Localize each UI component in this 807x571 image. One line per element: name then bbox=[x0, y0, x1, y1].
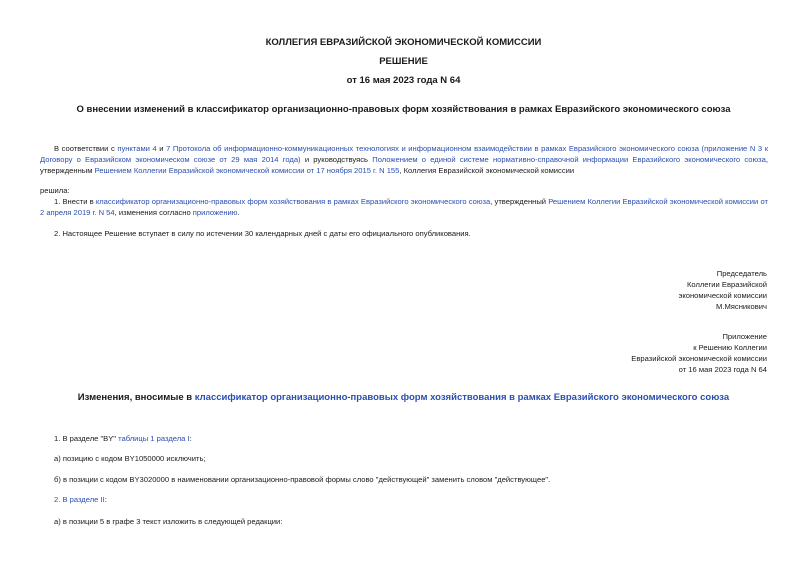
signature-block bbox=[678, 268, 767, 312]
changes-title-text: Изменения, вносимые в bbox=[77, 392, 195, 403]
change-1a: а) позицию с кодом BY1050000 исключить; bbox=[54, 454, 206, 463]
preamble-paragraph bbox=[40, 143, 768, 176]
link-decision-155[interactable]: Решением Коллегии Евразийской экономической комиссии от 17 ноября 2015 г. N 155 bbox=[94, 166, 400, 175]
decided-label: решила: bbox=[40, 186, 70, 195]
item-1-text: . bbox=[237, 208, 240, 217]
change-2a: а) в позиции 5 в графе 3 текст изложить в следующей редакции: bbox=[54, 517, 283, 526]
appendix-block bbox=[631, 331, 767, 375]
change-1-text: 1. В разделе "BY" bbox=[54, 434, 119, 443]
link-change-2[interactable]: 2. В bbox=[54, 495, 70, 504]
change-1 bbox=[54, 433, 192, 444]
item-1-paragraph bbox=[40, 196, 768, 218]
preamble-text: , Коллегия Евразийской экономической комиссии bbox=[399, 166, 575, 175]
signature-position: Председатель bbox=[716, 269, 767, 278]
decision-title: О внесении изменений в классификатор организационно-правовых форм хозяйствования в рамках Евразийского экономического союза bbox=[76, 104, 731, 115]
link-decision-54[interactable]: Решением Коллегии Евразийской экономической комиссии от 2 апреля 2019 г. N 54 bbox=[40, 197, 768, 217]
link-protocol-7[interactable]: 7 Протокола об информационно-коммуникационных технологиях и информационном взаимодействии в рамках Евразийского экономического союза (приложение N 3 к Договору о Евразийском экономическом союзе от 29 мая 2014 года) bbox=[40, 144, 769, 164]
preamble-text: , утвержденным bbox=[40, 155, 768, 175]
preamble-text: и руководствуясь bbox=[300, 155, 373, 164]
item-1-text: , изменения согласно bbox=[114, 208, 193, 217]
link-classifier[interactable]: классификатор организационно-правовых форм хозяйствования в рамках Евразийского экономического союза bbox=[95, 197, 491, 206]
link-classifier-title[interactable]: классификатор организационно-правовых форм хозяйствования в рамках Евразийского экономического союза bbox=[194, 392, 730, 403]
change-2 bbox=[54, 494, 107, 505]
appendix-line: Евразийской экономической комиссии bbox=[631, 354, 767, 363]
preamble-text: В соответствии с bbox=[54, 144, 118, 153]
signature-position: Коллегии Евразийской bbox=[686, 280, 767, 289]
item-1-text: 1. Внести в bbox=[54, 197, 96, 206]
signature-position: экономической комиссии bbox=[678, 291, 767, 300]
signature-name: М.Мясникович bbox=[716, 302, 767, 311]
link-section-2[interactable]: разделе II bbox=[69, 495, 105, 504]
appendix-line: Приложение bbox=[722, 332, 767, 341]
doc-type-heading: РЕШЕНИЕ bbox=[379, 56, 428, 67]
org-heading: КОЛЛЕГИЯ ЕВРАЗИЙСКОЙ ЭКОНОМИЧЕСКОЙ КОМИССИИ bbox=[265, 37, 542, 48]
appendix-line: от 16 мая 2023 года N 64 bbox=[678, 365, 767, 374]
item-2-paragraph: 2. Настоящее Решение вступает в силу по истечении 30 календарных дней с даты его официального опубликования. bbox=[54, 229, 471, 238]
preamble-text: и bbox=[156, 144, 167, 153]
decision-date: от 16 мая 2023 года N 64 bbox=[346, 75, 461, 86]
change-1b: б) в позиции с кодом BY3020000 в наименовании организационно-правовой формы слово "действующей" заменить словом "действующее". bbox=[54, 475, 551, 484]
change-1-text: : bbox=[189, 434, 192, 443]
link-table-1-section-1[interactable]: таблицы 1 раздела I bbox=[118, 434, 190, 443]
appendix-line: к Решению Коллегии bbox=[693, 343, 767, 352]
link-points-4[interactable]: пунктами 4 bbox=[117, 144, 157, 153]
link-regulation-nsi[interactable]: Положением о единой системе нормативно-справочной информации Евразийского экономического союза bbox=[372, 155, 766, 164]
item-1-text: , утвержденный bbox=[490, 197, 549, 206]
changes-title bbox=[0, 392, 807, 403]
change-2-text: : bbox=[104, 495, 107, 504]
link-appendix[interactable]: приложению bbox=[192, 208, 238, 217]
